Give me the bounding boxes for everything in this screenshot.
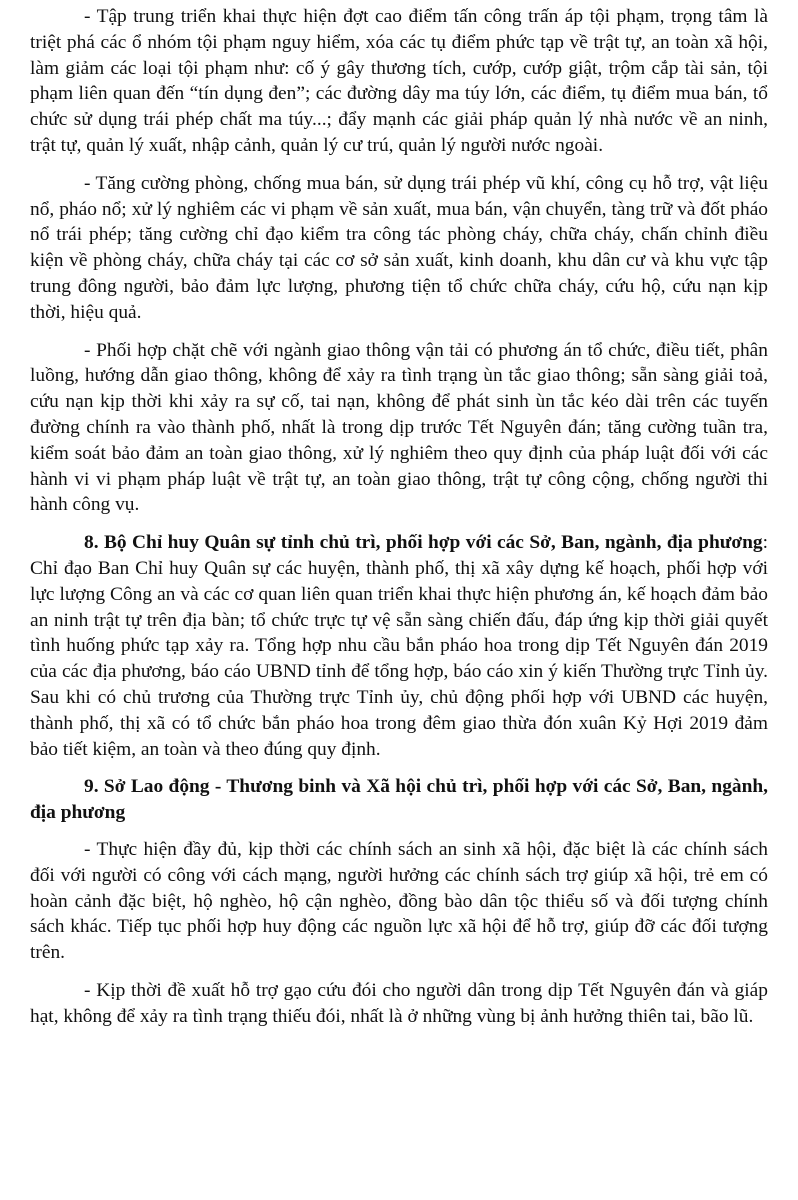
section-8-paragraph [30, 530, 768, 762]
paragraph-weapons-fire-safety: - Tăng cường phòng, chống mua bán, sử dụng trái phép vũ khí, công cụ hỗ trợ, vật liệu nổ, pháo nổ; xử lý nghiêm các vi phạm về sản xuất, mua bán, vận chuyển, tàng trữ và đốt pháo nổ trái phép; tăng cường chỉ đạo kiểm tra công tác phòng cháy, chữa cháy, chấn chỉnh điều kiện về phòng cháy, chữa cháy tại các cơ sở sản xuất, kinh doanh, khu dân cư và khu vực tập trung đông người, bảo đảm lực lượng, phương tiện tổ chức chữa cháy, cứu hộ, cứu nạn kịp thời, hiệu quả. [30, 172, 768, 323]
paragraph-traffic-coordination: - Phối hợp chặt chẽ với ngành giao thông vận tải có phương án tổ chức, điều tiết, phân luồng, hướng dẫn giao thông, không để xảy ra tình trạng ùn tắc giao thông; sẵn sàng giải toả, cứu nạn kịp thời khi xảy ra sự cố, tai nạn, không để phát sinh ùn tắc kéo dài trên các tuyến đường chính ra vào thành phố, nhất là trong dịp trước Tết Nguyên đán; tăng cường tuần tra, kiểm soát bảo đảm an toàn giao thông, xử lý nghiêm theo quy định của pháp luật đối với các hành vi vi phạm pháp luật về trật tự, an toàn giao thông, trật tự công cộng, chống người thi hành công vụ. [30, 339, 768, 516]
paragraph-crime-suppression: - Tập trung triển khai thực hiện đợt cao điểm tấn công trấn áp tội phạm, trọng tâm là triệt phá các ổ nhóm tội phạm nguy hiểm, xóa các tụ điểm phức tạp về trật tự, an toàn xã hội, làm giảm các loại tội phạm như: cố ý gây thương tích, cướp, cướp giật, trộm cắp tài sản, tội phạm liên quan đến “tín dụng đen”; các đường dây ma túy lớn, các điểm, tụ điểm mua bán, tổ chức sử dụng trái phép chất ma túy...; đẩy mạnh các giải pháp quản lý nhà nước về an ninh, trật tự, quản lý xuất, nhập cảnh, quản lý cư trú, quản lý người nước ngoài. [30, 6, 768, 156]
paragraph-social-security: - Thực hiện đầy đủ, kịp thời các chính sách an sinh xã hội, đặc biệt là các chính sách đối với người có công với cách mạng, người hưởng các chính sách trợ giúp xã hội, trẻ em có hoàn cảnh đặc biệt, hộ nghèo, hộ cận nghèo, đồng bào dân tộc thiểu số và đối tượng chính sách khác. Tiếp tục phối hợp huy động các nguồn lực xã hội để hỗ trợ, giúp đỡ các đối tượng trên. [30, 838, 768, 964]
section-9-heading: 9. Sở Lao động - Thương binh và Xã hội chủ trì, phối hợp với các Sở, Ban, ngành, địa phương [30, 776, 768, 824]
section-8-heading: 8. Bộ Chỉ huy Quân sự tỉnh chủ trì, phối hợp với các Sở, Ban, ngành, địa phương [84, 532, 763, 554]
section-8-body: : Chỉ đạo Ban Chỉ huy Quân sự các huyện, thành phố, thị xã xây dựng kế hoạch, phối hợp với lực lượng Công an và các cơ quan liên quan triển khai thực hiện phương án, kế hoạch đảm bảo an ninh trật tự trên địa bàn; tổ chức trực tự vệ sẵn sàng chiến đấu, đáp ứng kịp thời giải quyết tình huống phức tạp xảy ra. Tổng hợp nhu cầu bắn pháo hoa trong dịp Tết Nguyên đán 2019 của các địa phương, báo cáo UBND tỉnh để tổng hợp, báo cáo xin ý kiến Thường trực Tỉnh ủy. Sau khi có chủ trương của Thường trực Tỉnh ủy, chủ động phối hợp với UBND các huyện, thành phố, thị xã có tổ chức bắn pháo hoa trong đêm giao thừa đón xuân Kỷ Hợi 2019 đảm bảo tiết kiệm, an toàn và theo đúng quy định. [30, 532, 768, 760]
paragraph-rice-relief: - Kịp thời đề xuất hỗ trợ gạo cứu đói cho người dân trong dịp Tết Nguyên đán và giáp hạt, không để xảy ra tình trạng thiếu đói, nhất là ở những vùng bị ảnh hưởng thiên tai, bão lũ. [30, 979, 768, 1027]
